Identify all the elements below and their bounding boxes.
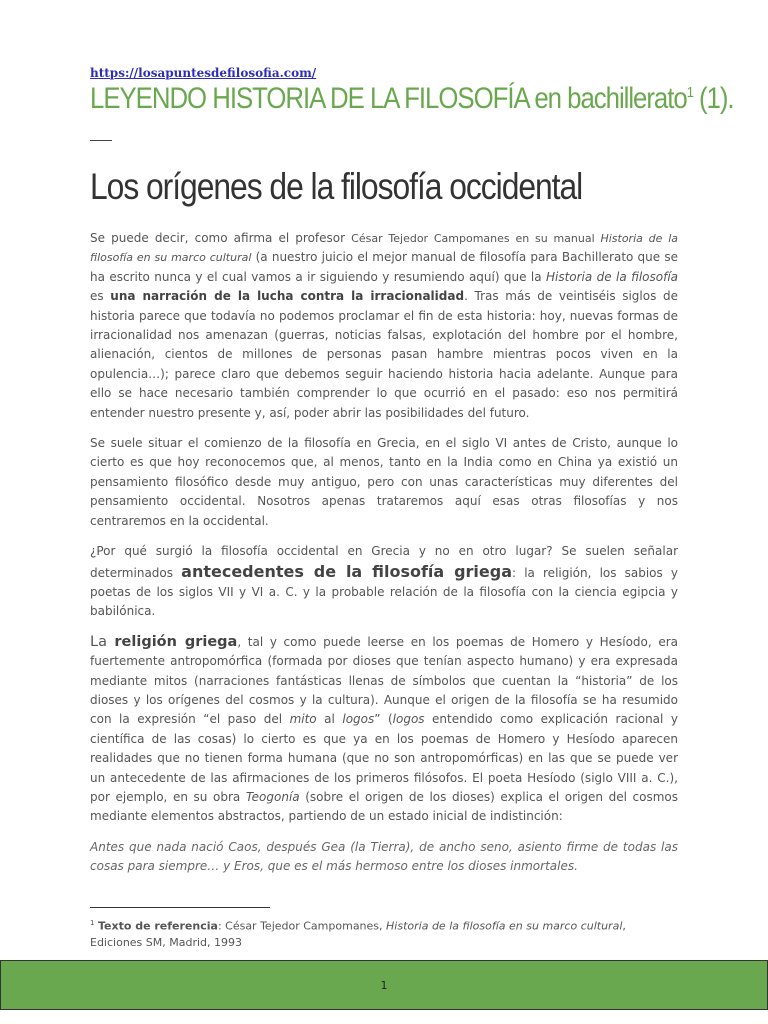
p1-text-c: (a nuestro juicio el mejor manual de filosofía para Bachillerato que se ha escrito nunca y el cual vamos a ir siguiendo y resumiendo aquí) que la [90,250,678,284]
title-footnote-ref[interactable]: 1 [686,84,693,101]
title-suffix: (1). [692,82,734,115]
p1-author: César Tejedor Campomanes [351,232,510,245]
body-text [90,229,678,888]
page-footer [0,960,768,1010]
p4-la: La [90,633,115,650]
footnote-number: 1 [90,919,95,927]
title-text: LEYENDO HISTORIA DE LA FILOSOFÍA en bachillerato [90,82,687,115]
paragraph-1 [90,229,678,423]
source-url-link[interactable]: https://losapuntesdefilosofia.com/ [90,66,317,80]
p1-bold-phrase: una narración de la lucha contra la irracionalidad [110,289,465,304]
footnote-text-a: : César Tejedor Campomanes, [217,919,387,933]
p1-text-b: en su manual [509,232,601,245]
p4-mito: mito [289,712,317,727]
p1-text-d: es [90,289,111,304]
p4-teogonia: Teogonía [245,789,300,804]
footnote-separator [90,907,270,908]
footnote-book-title: Historia de la filosofía en su marco cultural [386,919,623,933]
hesiod-quote: Antes que nada nació Caos, después Gea (la Tierra), de ancho seno, asiento firme de todas las cosas para siempre… y Eros, que es el más hermoso entre los dioses inmortales. [90,839,678,874]
page-number: 1 [380,978,388,992]
p4-logos-1: logos [342,712,375,727]
p3-text-a: ¿Por qué surgió la filosofía occidental en Grecia y no en otro lugar? Se suelen señalar determinados [90,544,678,580]
p4-text-a: , tal y como puede leerse en los poemas de Homero y Hesíodo, era fuertemente antropomórfica (formada por dioses que tenían aspecto humano) y era expresada mediante mitos (narraciones fantásticas llenas de símbolos que cuentan la “historia” de los dioses y los orígenes del cosmos y la cultura). Aunque el origen de la filosofía se ha resumido con la expresión “el paso del [90,634,679,727]
paragraph-3 [90,542,678,622]
section-heading: Los orígenes de la filosofía occidental [90,166,583,207]
paragraph-2: Se suele situar el comienzo de la filosofía en Grecia, en el siglo VI antes de Cristo, aunque lo cierto es que hoy reconocemos que, al menos, tanto en la India como en China ya existió un pensamiento filosófico desde muy antiguo, pero con unas características muy diferentes del pensamiento occidental. Nosotros apenas trataremos aquí esas otras filosofías y nos centraremos en la occidental. [90,436,678,528]
p3-text-b: : la religión, los sabios y poetas de los siglos VII y VI a. C. y la probable relación de la filosofía con la ciencia egipcia y babilónica. [90,565,679,619]
p4-text-c: ” ( [374,712,393,727]
document-title [90,82,734,116]
p4-text-d: entendido como explicación racional y científica de las cosas) lo cierto es que ya en los poemas de Homero y Hesíodo aparecen realidades que no tienen forma humana (que no son antropomórficas) en las que se puede ver un antecedente de las afirmaciones de los primeros filósofos. El poeta Hesíodo (siglo VIII a. C.), por ejemplo, en su obra [90,712,678,804]
p1-history-term: Historia de la filosofía [545,269,679,284]
footnote-label: Texto de referencia [97,919,218,933]
footnote-text-b: , Ediciones SM, Madrid, 1993 [90,919,626,949]
title-divider [90,140,112,141]
p1-text-a: Se puede decir, como afirma el profesor [90,231,352,245]
p3-bold-heading: antecedentes de la filosofía griega [181,561,513,581]
p4-bold-term: religión griega [114,633,238,650]
paragraph-4 [90,633,678,827]
p1-text-e: . Tras más de veintiséis siglos de historia parece que todavía no podemos proclamar el fin de esta historia: hoy, nuevas formas de irracionalidad nos amenazan (guerras, noticias falsas, explotación del hombre por el hombre, alienación, cientos de millones de personas pasan hambre mientras pocos viven en la opulencia…); parece claro que debemos seguir haciendo historia hacia adelante. Aunque para ello se hace necesario también comprender lo que ocurrió en el pasado: eso nos permitirá entender nuestro presente y, así, poder abrir las posibilidades del futuro. [90,289,679,420]
footnote [90,915,678,951]
p4-logos-2: logos [392,712,425,727]
p4-text-e: (sobre el origen de los dioses) explica el origen del cosmos mediante elementos abstractos, partiendo de un estado inicial de indistinción: [90,789,679,824]
p1-book-title: Historia de la filosofía en su marco cultural [90,232,678,265]
p4-text-b: al [316,712,343,727]
